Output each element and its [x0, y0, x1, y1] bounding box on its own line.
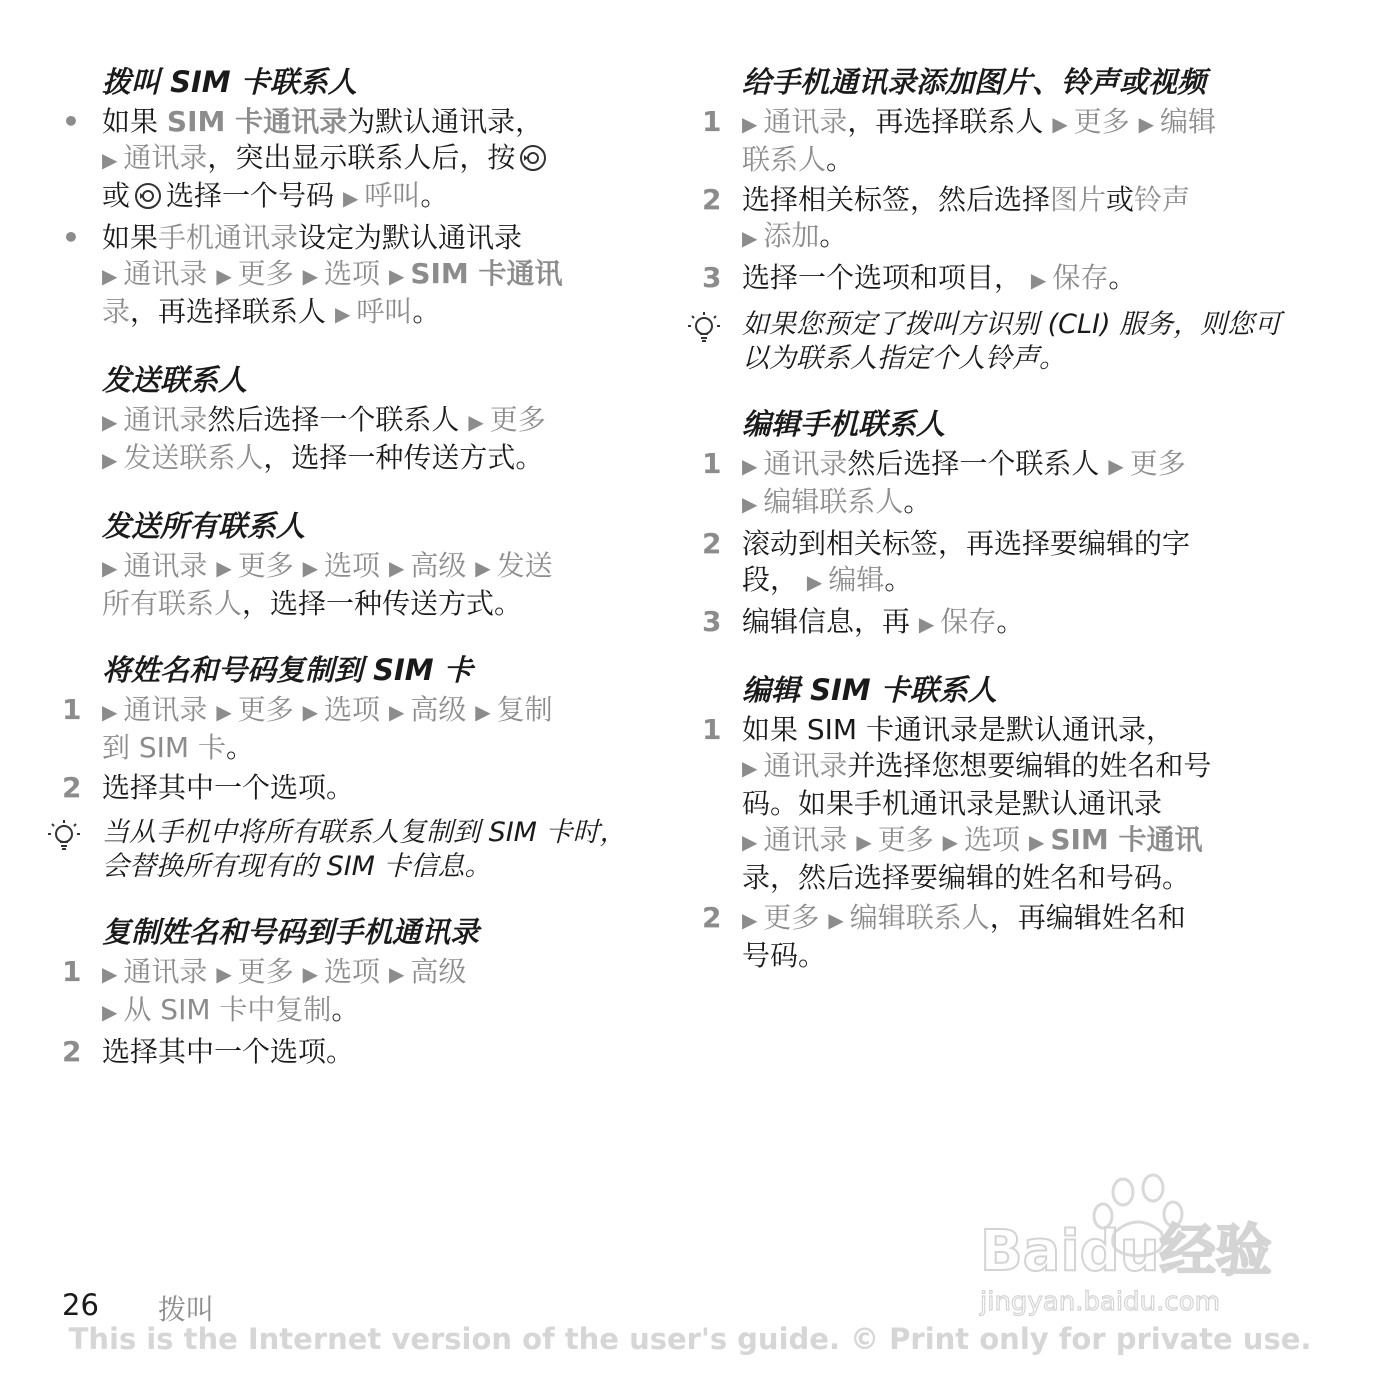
list-item	[62, 770, 642, 806]
menu-ref: SIM 卡通讯录	[166, 105, 348, 138]
arrow-icon: ▶	[388, 700, 405, 724]
navigation-key-icon	[134, 182, 162, 210]
menu-ref: 发送联系人	[123, 441, 264, 474]
arrow-icon: ▶	[388, 962, 405, 986]
menu-ref: 更多	[237, 257, 294, 290]
list-item	[62, 954, 642, 1030]
menu-ref: 选项	[324, 955, 381, 988]
step-number: 2	[702, 901, 722, 934]
step-number: 3	[702, 605, 722, 638]
list-item	[62, 1034, 642, 1070]
right-column	[702, 62, 1302, 1002]
text: 或	[1106, 183, 1135, 216]
menu-ref: 编辑	[828, 563, 885, 596]
text: 。	[819, 219, 848, 252]
section-title: 发送联系人	[102, 363, 248, 397]
arrow-icon: ▶	[1052, 112, 1068, 136]
text: ，再选择联系人	[847, 105, 1044, 138]
text: 段，	[742, 563, 799, 596]
arrow-icon: ▶	[102, 410, 118, 434]
menu-ref: 更多	[763, 901, 820, 934]
tip-text: 如果您预定了拨叫方识别 (CLI) 服务，则您可以为联系人指定个人铃声。	[742, 309, 1282, 374]
arrow-icon: ▶	[302, 962, 319, 986]
list-item	[62, 104, 642, 216]
list-item	[702, 604, 1302, 642]
text: 选择其中一个选项。	[102, 771, 355, 804]
arrow-icon: ▶	[1108, 454, 1124, 478]
text: ，突出显示联系人后，按	[207, 141, 516, 174]
arrow-icon: ▶	[302, 700, 319, 724]
arrow-icon: ▶	[828, 908, 844, 932]
section-call-sim-contact	[62, 62, 642, 332]
menu-ref: 选项	[964, 823, 1021, 856]
step-number: 3	[702, 261, 722, 294]
footer-note: This is the Internet version of the user's guide. © Print only for private use.	[68, 1322, 1312, 1356]
arrow-icon: ▶	[102, 148, 118, 172]
menu-ref: 高级	[410, 693, 467, 726]
text: 。	[412, 295, 441, 328]
menu-ref: 呼叫	[364, 179, 421, 212]
text: 或	[102, 179, 131, 212]
arrow-icon: ▶	[388, 264, 405, 288]
page-section-name: 拨叫	[158, 1293, 215, 1326]
menu-ref: 复制	[496, 693, 553, 726]
step-number: 1	[702, 713, 722, 746]
arrow-icon: ▶	[302, 264, 319, 288]
menu-ref: SIM 卡通讯	[410, 257, 563, 290]
text: 。	[331, 993, 360, 1026]
arrow-icon: ▶	[742, 908, 758, 932]
step-number: 1	[702, 447, 722, 480]
step-number: 2	[702, 527, 722, 560]
text: 。	[1108, 261, 1137, 294]
text: 然后选择一个联系人	[847, 447, 1100, 480]
navigation-key-icon	[519, 144, 547, 172]
text: 号码。	[742, 939, 827, 972]
menu-ref: 通讯录	[123, 955, 208, 988]
arrow-icon: ▶	[342, 186, 359, 210]
text: 编辑信息，再	[742, 605, 911, 638]
menu-ref: 更多	[237, 955, 294, 988]
menu-ref: 添加	[763, 219, 820, 252]
menu-ref: 编辑联系人	[763, 485, 904, 518]
arrow-icon: ▶	[806, 570, 823, 594]
lightbulb-icon	[684, 308, 724, 348]
menu-ref: SIM 卡通讯	[1050, 823, 1203, 856]
text: 如果 SIM 卡通讯录是默认通讯录，	[742, 713, 1174, 746]
section-title: 编辑手机联系人	[742, 407, 946, 441]
section-title: 发送所有联系人	[102, 509, 306, 543]
arrow-icon: ▶	[216, 962, 232, 986]
section-copy-to-phone	[62, 912, 642, 1070]
menu-ref: 选项	[324, 257, 381, 290]
list-item	[62, 220, 642, 332]
section-title: 给手机通讯录添加图片、铃声或视频	[742, 65, 1207, 99]
text: 。	[420, 179, 449, 212]
text: 。	[996, 605, 1025, 638]
section-edit-sim-contact	[702, 670, 1302, 974]
arrow-icon: ▶	[102, 264, 118, 288]
arrow-icon: ▶	[918, 612, 935, 636]
text: 选择其中一个选项。	[102, 1035, 355, 1068]
section-title: 拨叫 SIM 卡联系人	[102, 65, 357, 99]
menu-ref: 通讯录	[763, 105, 848, 138]
menu-ref: 通讯录	[123, 403, 208, 436]
menu-ref: 通讯录	[763, 447, 848, 480]
arrow-icon: ▶	[102, 700, 118, 724]
arrow-icon: ▶	[388, 556, 405, 580]
text: 为默认通讯录，	[347, 105, 544, 138]
arrow-icon: ▶	[475, 556, 491, 580]
menu-ref: 保存	[940, 605, 997, 638]
menu-ref: 高级	[410, 955, 467, 988]
text: 并选择您想要编辑的姓名和号	[847, 749, 1212, 782]
svg-text:jingyan.baidu.com: jingyan.baidu.com	[980, 1287, 1220, 1317]
section-add-picture-ringtone	[702, 62, 1302, 298]
lightbulb-icon	[44, 816, 84, 856]
list-item	[702, 260, 1302, 298]
baidu-watermark	[975, 1172, 1295, 1322]
arrow-icon: ▶	[102, 962, 118, 986]
menu-ref: 编辑联系人	[849, 901, 990, 934]
arrow-icon: ▶	[216, 700, 232, 724]
arrow-icon: ▶	[1028, 830, 1045, 854]
arrow-icon: ▶	[334, 302, 351, 326]
menu-ref: 更多	[237, 693, 294, 726]
menu-ref: 选项	[324, 549, 381, 582]
text: 。	[903, 485, 932, 518]
arrow-icon: ▶	[742, 112, 758, 136]
section-copy-to-sim	[62, 650, 642, 806]
arrow-icon: ▶	[742, 454, 758, 478]
paw-logo-icon	[975, 1172, 1295, 1322]
menu-ref: 图片	[1050, 183, 1107, 216]
text: 码。如果手机通讯录是默认通讯录	[742, 787, 1163, 820]
section-title: 编辑 SIM 卡联系人	[742, 673, 997, 707]
menu-ref: 录	[102, 295, 131, 328]
arrow-icon: ▶	[102, 556, 118, 580]
step-number: 1	[702, 105, 722, 138]
section-title: 复制姓名和号码到手机通讯录	[102, 915, 480, 949]
section-send-all-contacts	[62, 506, 642, 622]
text: 滚动到相关标签，再选择要编辑的字	[742, 527, 1191, 560]
arrow-icon: ▶	[742, 492, 758, 516]
menu-ref: 选项	[324, 693, 381, 726]
arrow-icon: ▶	[102, 1000, 118, 1024]
tip-note	[702, 308, 1302, 376]
text: ，选择一种传送方式。	[242, 587, 523, 620]
list-item	[702, 104, 1302, 178]
text: 如果	[102, 221, 159, 254]
page-number: 26	[62, 1288, 99, 1322]
menu-ref: 通讯录	[763, 823, 848, 856]
section-send-contact	[62, 360, 642, 478]
arrow-icon: ▶	[1138, 112, 1155, 136]
menu-ref: 高级	[410, 549, 467, 582]
menu-ref: 更多	[237, 549, 294, 582]
list-item	[702, 446, 1302, 522]
list-item	[702, 900, 1302, 974]
text: 然后选择一个联系人	[207, 403, 460, 436]
menu-ref: 联系人	[742, 143, 827, 176]
bullet: •	[62, 221, 80, 254]
svg-text:Baidu经验: Baidu经验	[980, 1219, 1272, 1284]
menu-ref: 所有联系人	[102, 587, 243, 620]
list-item	[702, 526, 1302, 600]
step-number: 2	[62, 771, 82, 804]
menu-ref: 通讯录	[123, 257, 208, 290]
step-number: 2	[62, 1035, 82, 1068]
arrow-icon: ▶	[742, 226, 758, 250]
arrow-icon: ▶	[468, 410, 484, 434]
text: 。	[826, 143, 855, 176]
list-item	[702, 182, 1302, 256]
arrow-icon: ▶	[475, 700, 491, 724]
list-item	[62, 548, 642, 622]
arrow-icon: ▶	[942, 830, 959, 854]
arrow-icon: ▶	[102, 448, 118, 472]
bullet: •	[62, 105, 80, 138]
section-title: 将姓名和号码复制到 SIM 卡	[102, 653, 473, 687]
left-column	[62, 62, 642, 1098]
menu-ref: 铃声	[1134, 183, 1191, 216]
text: 设定为默认通讯录	[298, 221, 523, 254]
tip-text: 当从手机中将所有联系人复制到 SIM 卡时，会替换所有现有的 SIM 卡信息。	[102, 817, 627, 882]
text: 选择一个选项和项目，	[742, 261, 1023, 294]
list-item	[702, 712, 1302, 896]
menu-ref: 更多	[1073, 105, 1130, 138]
arrow-icon: ▶	[216, 556, 232, 580]
arrow-icon: ▶	[856, 830, 872, 854]
arrow-icon: ▶	[742, 756, 758, 780]
arrow-icon: ▶	[302, 556, 319, 580]
list-item	[62, 692, 642, 766]
step-number: 1	[62, 955, 82, 988]
text: 如果	[102, 105, 167, 138]
text: ，再编辑姓名和	[989, 901, 1186, 934]
menu-ref: 编辑	[1160, 105, 1217, 138]
arrow-icon: ▶	[742, 830, 758, 854]
text: 。	[884, 563, 913, 596]
text: ，选择一种传送方式。	[263, 441, 544, 474]
step-number: 2	[702, 183, 722, 216]
text: 选择一个号码	[166, 179, 335, 212]
text: 。	[226, 731, 255, 764]
text: 选择相关标签，然后选择	[742, 183, 1051, 216]
menu-ref: 更多	[1129, 447, 1186, 480]
arrow-icon: ▶	[1030, 268, 1047, 292]
menu-ref: 更多	[489, 403, 546, 436]
menu-ref: 发送	[496, 549, 553, 582]
tip-note	[62, 816, 642, 884]
list-item	[62, 402, 642, 478]
step-number: 1	[62, 693, 82, 726]
text: 录，然后选择要编辑的姓名和号码。	[742, 861, 1191, 894]
arrow-icon: ▶	[216, 264, 232, 288]
section-edit-phone-contact	[702, 404, 1302, 642]
menu-ref: 从 SIM 卡中复制	[123, 993, 332, 1026]
menu-ref: 通讯录	[123, 141, 208, 174]
menu-ref: 通讯录	[123, 549, 208, 582]
menu-ref: 通讯录	[123, 693, 208, 726]
menu-ref: 保存	[1052, 261, 1109, 294]
menu-ref: 呼叫	[356, 295, 413, 328]
text: ，再选择联系人	[130, 295, 327, 328]
menu-ref: 通讯录	[763, 749, 848, 782]
menu-ref: 到 SIM 卡	[102, 731, 226, 764]
menu-ref: 手机通讯录	[158, 221, 299, 254]
menu-ref: 更多	[877, 823, 934, 856]
